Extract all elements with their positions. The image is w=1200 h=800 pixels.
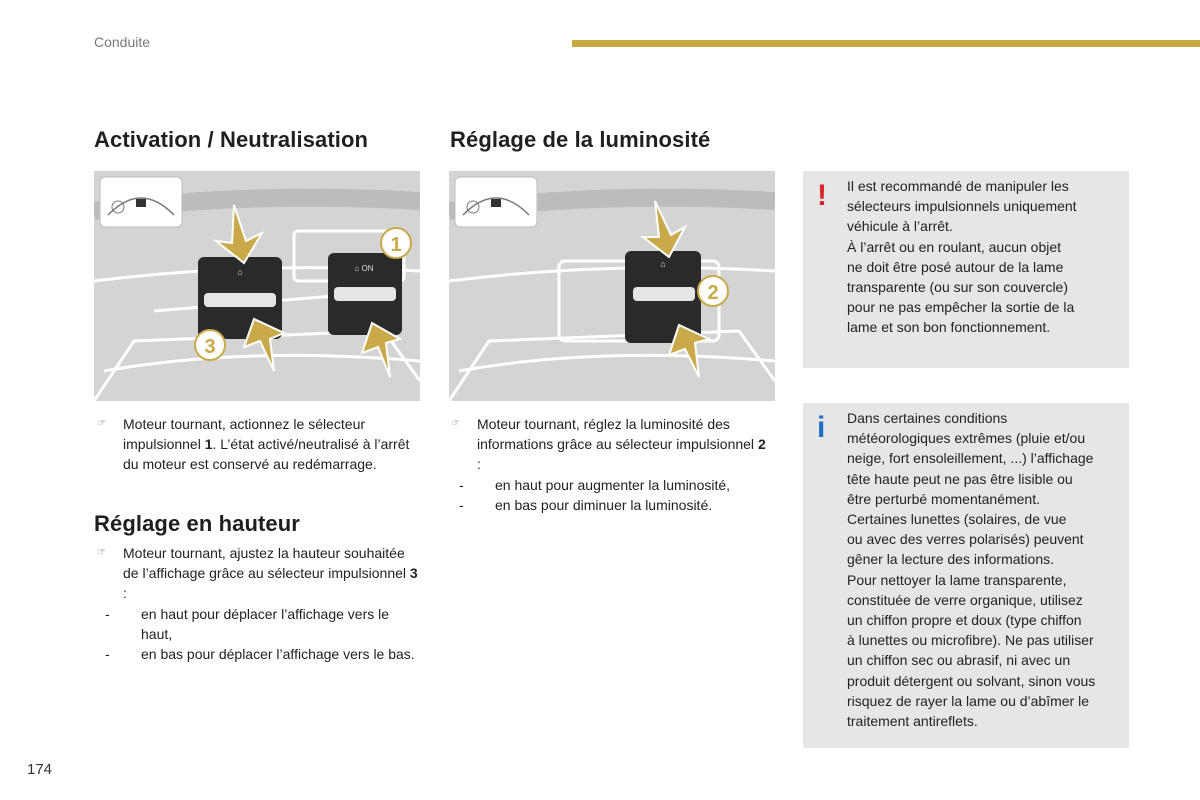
page-number: 174 bbox=[27, 761, 53, 778]
luminosite-paragraph: Moteur tournant, réglez la luminosité des informations grâce au sélecteur impulsionnel 2 : - en haut pour augmenter la luminosité, - en bas pour diminuer la luminosité. bbox=[477, 414, 767, 515]
info-icon: i bbox=[817, 411, 826, 444]
heading-luminosite: Réglage de la luminosité bbox=[450, 127, 711, 152]
callout-1: 1 bbox=[390, 234, 402, 256]
activation-paragraph: Moteur tournant, actionnez le sélecteur impulsionnel 1. L’état activé/neutralisé à l’arrêt du moteur est conservé au redémarrage. bbox=[123, 416, 410, 473]
callout-2: 2 bbox=[707, 282, 719, 304]
hand-pointer-icon: ☞ bbox=[97, 547, 106, 558]
heading-activation: Activation / Neutralisation bbox=[94, 127, 369, 152]
illustration-luminosite-button bbox=[449, 171, 775, 401]
list-item: - en haut pour déplacer l’affichage vers le haut, bbox=[105, 605, 390, 642]
list-item: - en haut pour augmenter la luminosité, bbox=[459, 476, 731, 493]
header-rule bbox=[572, 40, 1200, 47]
svg-text:⌂: ⌂ bbox=[237, 267, 243, 277]
warning-text: Il est recommandé de manipuler les sélecteurs impulsionnels uniquement véhicule à l’arrêt. À l’arrêt ou en roulant, aucun objet ne doit être posé autour de la lame transparente (ou sur son couvercle) pour ne pas empêcher la sortie de la lame et son bon fonctionnement. bbox=[847, 178, 1077, 336]
illustration-activation-buttons bbox=[94, 171, 420, 401]
svg-text:⌂: ⌂ bbox=[660, 259, 666, 269]
hand-pointer-icon: ☞ bbox=[451, 418, 460, 429]
section-title: Conduite bbox=[94, 34, 151, 50]
list-item: - en bas pour déplacer l’affichage vers le bas. bbox=[105, 646, 415, 663]
list-item: - en bas pour diminuer la luminosité. bbox=[459, 496, 713, 513]
heading-hauteur: Réglage en hauteur bbox=[94, 511, 300, 536]
hand-pointer-icon: ☞ bbox=[97, 418, 106, 429]
info-note bbox=[803, 403, 1129, 748]
svg-text:⌂ ON: ⌂ ON bbox=[354, 264, 374, 273]
callout-3: 3 bbox=[204, 336, 216, 358]
warning-icon: ! bbox=[817, 179, 827, 212]
warning-note bbox=[803, 171, 1129, 368]
info-text: Dans certaines conditions météorologiques extrêmes (pluie et/ou neige, fort ensoleillement, ...) l’affichage tête haute peut ne pas être lisible ou être perturbé momentanément. Certaines lunettes (solaires, de vue ou avec des verres polarisés) peuvent gêner la lecture des informations. Pour nettoyer la lame transparente, constituée de verre organique, utilisez un chiffon propre et doux (type chiffon à lunettes ou microfibre). Ne pas utiliser un chiffon sec ou abrasif, ni avec un produit détergent ou solvant, sinon vous risquez de rayer la lame ou d’abîmer le traitement antireflets. bbox=[847, 410, 1096, 730]
hauteur-paragraph: Moteur tournant, ajustez la hauteur souhaitée de l’affichage grâce au sélecteur impulsionnel 3 : - en haut pour déplacer l’affichage vers le haut, - en bas pour déplacer l’affichage vers le bas. bbox=[123, 543, 423, 664]
